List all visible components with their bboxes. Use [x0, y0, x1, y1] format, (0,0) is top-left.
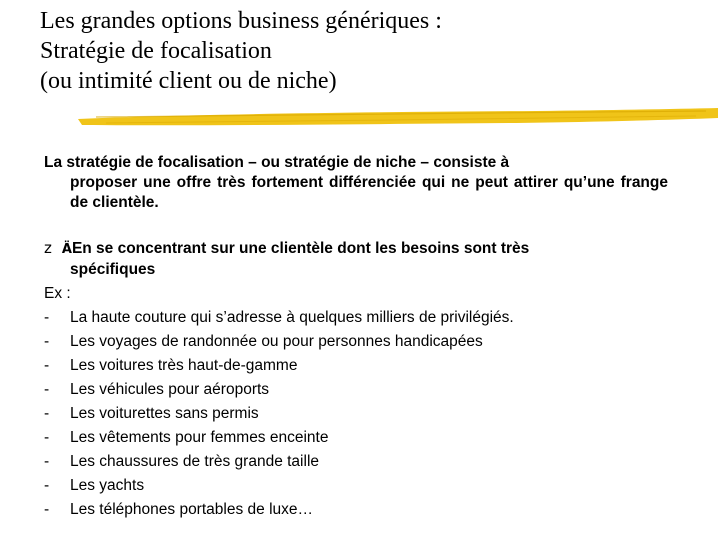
dash-marker: - — [44, 453, 50, 470]
list-item-text: Les yachts — [70, 477, 145, 494]
list-item-text: Les chaussures de très grande taille — [70, 453, 320, 470]
title-line-1: Les grandes options business génériques : — [40, 8, 442, 34]
dash-marker: - — [44, 405, 50, 422]
list-item-text: La haute couture qui s’adresse à quelques milliers de privilégiés. — [70, 309, 514, 326]
definition-continuation: proposer une offre très fortement différenciée qui ne peut attirer qu’une frange de clientèle. — [70, 174, 668, 211]
list-item-text: Les vêtements pour femmes enceinte — [70, 429, 329, 446]
definition-paragraph — [44, 153, 668, 213]
examples-list — [44, 306, 684, 522]
list-item — [44, 450, 684, 474]
title-line-2: Stratégie de focalisation — [40, 38, 272, 64]
list-item-text: Les téléphones portables de luxe… — [70, 501, 313, 518]
concentration-paragraph — [44, 238, 668, 280]
title-line-3: (ou intimité client ou de niche) — [40, 68, 337, 94]
list-item-text: Les véhicules pour aéroports — [70, 381, 270, 398]
examples-label: Ex : — [44, 285, 71, 302]
concentration-continuation: spécifiques — [70, 261, 156, 278]
dash-marker: - — [44, 429, 50, 446]
dash-marker: - — [44, 501, 50, 518]
dash-marker: - — [44, 477, 50, 494]
list-item — [44, 426, 684, 450]
bullet-icon: z — [44, 239, 52, 257]
brush-stroke-divider — [76, 104, 720, 130]
dash-marker: - — [44, 309, 50, 326]
examples-section — [44, 282, 684, 522]
list-item — [44, 330, 684, 354]
list-item — [44, 306, 684, 330]
concentration-lead-line — [44, 238, 668, 260]
dash-marker: - — [44, 333, 50, 350]
dash-marker: - — [44, 357, 50, 374]
list-item — [44, 402, 684, 426]
definition-lead: La stratégie de focalisation – ou stratégie de niche – consiste à — [44, 154, 510, 171]
list-item-text: Les voitures très haut-de-gamme — [70, 357, 298, 374]
dash-marker: - — [44, 381, 50, 398]
list-item — [44, 378, 684, 402]
list-item-text: Les voiturettes sans permis — [70, 405, 259, 422]
list-item — [44, 498, 684, 522]
list-item — [44, 474, 684, 498]
list-item-text: Les voyages de randonnée ou pour personnes handicapées — [70, 333, 483, 350]
list-item — [44, 354, 684, 378]
arrow-icon: Ä — [61, 242, 72, 257]
concentration-lead: En se concentrant sur une clientèle dont les besoins sont très — [71, 240, 530, 257]
slide-title — [40, 6, 700, 96]
